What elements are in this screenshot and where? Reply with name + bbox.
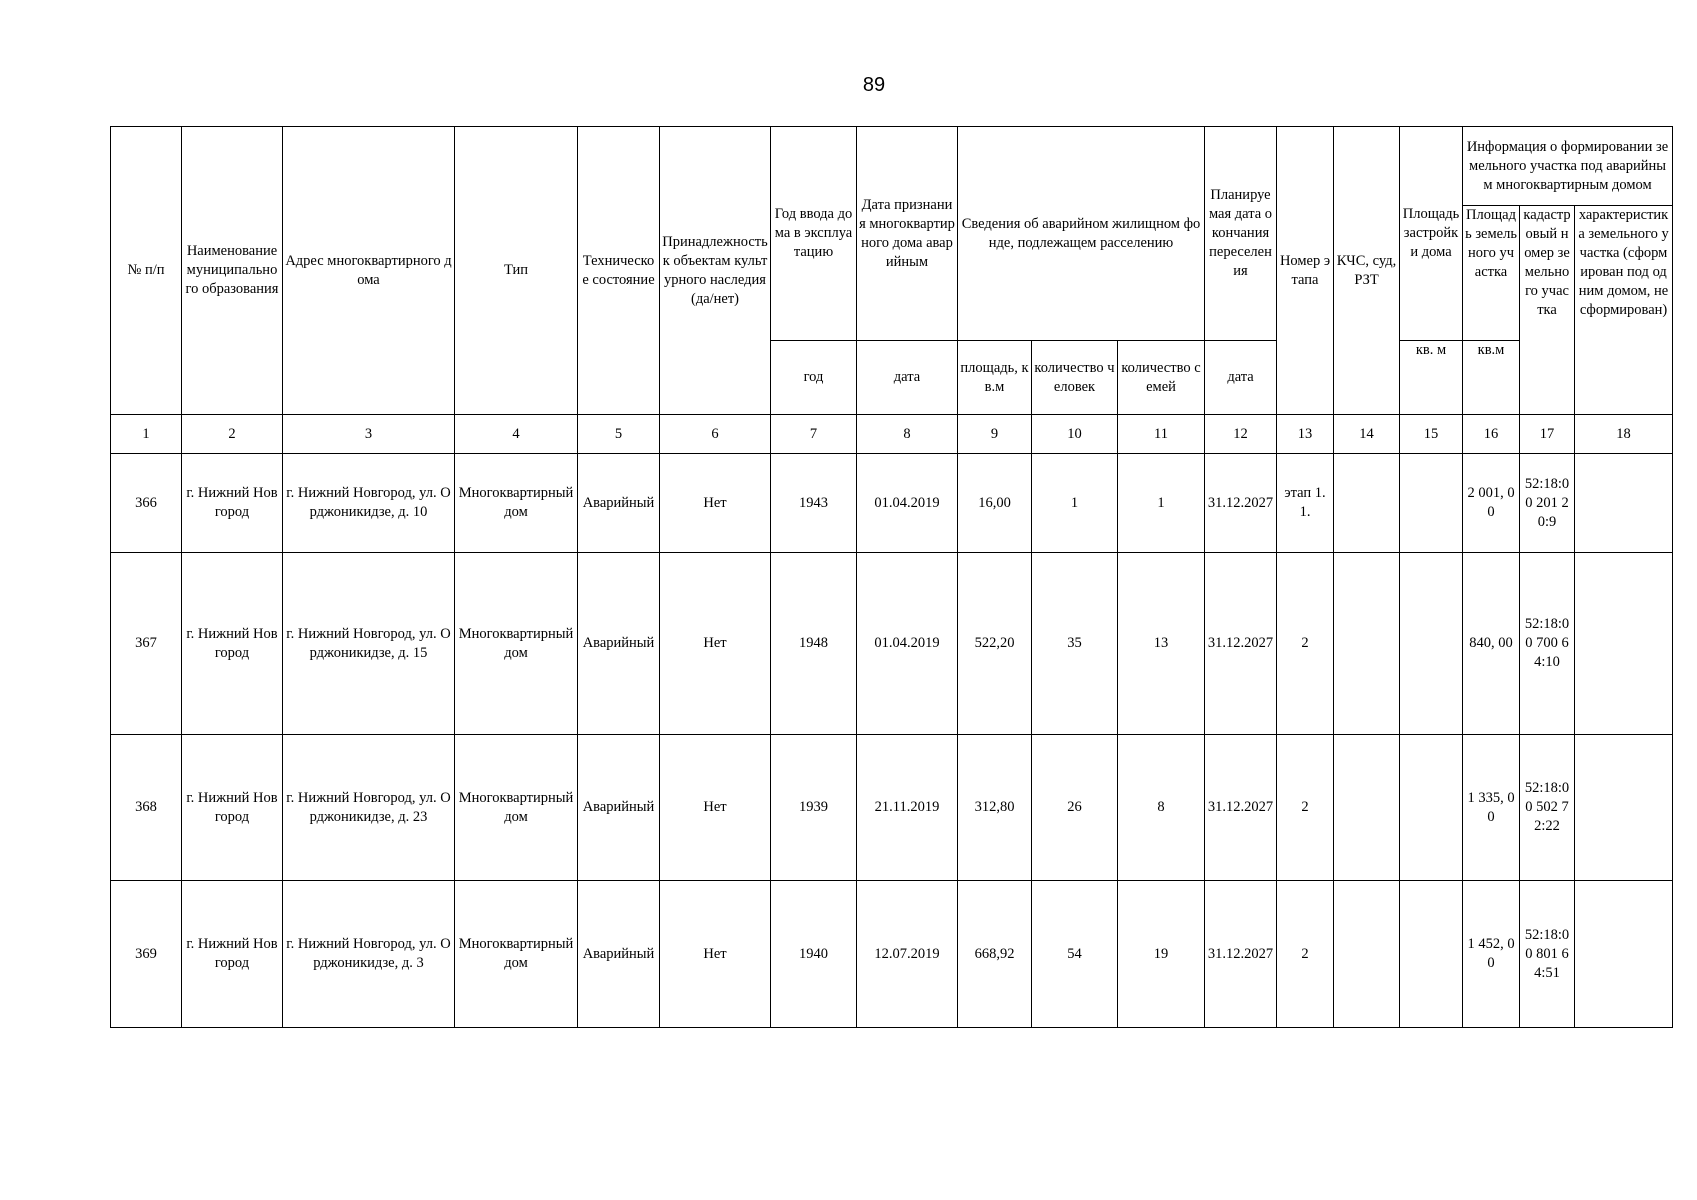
land-area-cell: 2 001, 00 <box>1463 454 1520 553</box>
people-cell: 54 <box>1032 881 1118 1028</box>
column-number: 16 <box>1463 415 1520 454</box>
families-cell: 1 <box>1118 454 1205 553</box>
page-number: 89 <box>862 74 886 96</box>
municipality-cell: г. Нижний Новгород <box>182 735 283 881</box>
land-area-cell: 1 335, 00 <box>1463 735 1520 881</box>
row-number: 369 <box>111 881 182 1028</box>
header-build-area: Площадь застройки дома <box>1400 127 1463 341</box>
header-municipality: Наименование муниципального образования <box>182 127 283 415</box>
condition-cell: Аварийный <box>578 881 660 1028</box>
heritage-cell: Нет <box>660 881 771 1028</box>
condition-cell: Аварийный <box>578 735 660 881</box>
condition-cell: Аварийный <box>578 454 660 553</box>
header-row-1 <box>111 127 1673 206</box>
build-area-cell <box>1400 881 1463 1028</box>
column-number: 3 <box>283 415 455 454</box>
heritage-cell: Нет <box>660 553 771 735</box>
people-cell: 35 <box>1032 553 1118 735</box>
column-number: 5 <box>578 415 660 454</box>
table-row <box>111 454 1673 553</box>
build-area-cell <box>1400 454 1463 553</box>
header-address: Адрес многоквартирного дома <box>283 127 455 415</box>
kchs-cell <box>1334 881 1400 1028</box>
type-cell: Многоквартирный дом <box>455 553 578 735</box>
kchs-cell <box>1334 454 1400 553</box>
header-land-characteristic: характеристика земельного участка (сформирован под одним домом, не сформирован) <box>1575 206 1673 415</box>
land-characteristic-cell <box>1575 735 1673 881</box>
header-area: площадь, кв.м <box>958 341 1032 415</box>
heritage-cell: Нет <box>660 454 771 553</box>
column-number: 1 <box>111 415 182 454</box>
cadastral-cell: 52:18:00 801 64:51 <box>1520 881 1575 1028</box>
column-number: 10 <box>1032 415 1118 454</box>
recognition-date-cell: 21.11.2019 <box>857 735 958 881</box>
column-number: 14 <box>1334 415 1400 454</box>
cadastral-cell: 52:18:00 502 72:22 <box>1520 735 1575 881</box>
area-cell: 522,20 <box>958 553 1032 735</box>
address-cell: г. Нижний Новгород, ул. Орджоникидзе, д. 23 <box>283 735 455 881</box>
column-number: 12 <box>1205 415 1277 454</box>
column-number: 11 <box>1118 415 1205 454</box>
header-stage: Номер этапа <box>1277 127 1334 415</box>
row-number: 367 <box>111 553 182 735</box>
header-planned-date: Планируемая дата окончания переселения <box>1205 127 1277 341</box>
table-row <box>111 881 1673 1028</box>
year-cell: 1948 <box>771 553 857 735</box>
row-number: 366 <box>111 454 182 553</box>
planned-date-cell: 31.12.2027 <box>1205 735 1277 881</box>
planned-date-cell: 31.12.2027 <box>1205 881 1277 1028</box>
stage-cell: этап 1.1. <box>1277 454 1334 553</box>
column-number: 4 <box>455 415 578 454</box>
header-cadastral: кадастровый номер земельного участка <box>1520 206 1575 415</box>
recognition-date-cell: 12.07.2019 <box>857 881 958 1028</box>
area-cell: 668,92 <box>958 881 1032 1028</box>
column-number: 13 <box>1277 415 1334 454</box>
table-row <box>111 735 1673 881</box>
header-kchs: КЧС, суд, РЗТ <box>1334 127 1400 415</box>
municipality-cell: г. Нижний Новгород <box>182 454 283 553</box>
land-characteristic-cell <box>1575 553 1673 735</box>
build-area-cell <box>1400 735 1463 881</box>
year-cell: 1940 <box>771 881 857 1028</box>
table-row <box>111 553 1673 735</box>
municipality-cell: г. Нижний Новгород <box>182 881 283 1028</box>
land-characteristic-cell <box>1575 881 1673 1028</box>
planned-date-cell: 31.12.2027 <box>1205 553 1277 735</box>
header-num: № п/п <box>111 127 182 415</box>
header-emergency-group: Сведения об аварийном жилищном фонде, подлежащем расселению <box>958 127 1205 341</box>
stage-cell: 2 <box>1277 553 1334 735</box>
emergency-housing-table <box>110 126 1673 1028</box>
header-land-area: Площадь земельного участка <box>1463 206 1520 341</box>
column-number: 2 <box>182 415 283 454</box>
families-cell: 8 <box>1118 735 1205 881</box>
column-numbers-row <box>111 415 1673 454</box>
header-year-sub: год <box>771 341 857 415</box>
header-land-area-sub: кв.м <box>1463 341 1520 415</box>
header-recognition-date: Дата признания многоквартирного дома аварийным <box>857 127 958 341</box>
type-cell: Многоквартирный дом <box>455 454 578 553</box>
families-cell: 19 <box>1118 881 1205 1028</box>
column-number: 7 <box>771 415 857 454</box>
header-date-sub: дата <box>857 341 958 415</box>
column-number: 8 <box>857 415 958 454</box>
heritage-cell: Нет <box>660 735 771 881</box>
column-number: 9 <box>958 415 1032 454</box>
header-land-group: Информация о формировании земельного участка под аварийным многоквартирным домом <box>1463 127 1673 206</box>
recognition-date-cell: 01.04.2019 <box>857 454 958 553</box>
column-number: 6 <box>660 415 771 454</box>
land-area-cell: 1 452, 00 <box>1463 881 1520 1028</box>
type-cell: Многоквартирный дом <box>455 735 578 881</box>
year-cell: 1943 <box>771 454 857 553</box>
build-area-cell <box>1400 553 1463 735</box>
column-number: 17 <box>1520 415 1575 454</box>
planned-date-cell: 31.12.2027 <box>1205 454 1277 553</box>
stage-cell: 2 <box>1277 735 1334 881</box>
kchs-cell <box>1334 553 1400 735</box>
cadastral-cell: 52:18:00 201 20:9 <box>1520 454 1575 553</box>
stage-cell: 2 <box>1277 881 1334 1028</box>
land-characteristic-cell <box>1575 454 1673 553</box>
header-build-area-sub: кв. м <box>1400 341 1463 415</box>
municipality-cell: г. Нижний Новгород <box>182 553 283 735</box>
people-cell: 1 <box>1032 454 1118 553</box>
header-people: количество человек <box>1032 341 1118 415</box>
area-cell: 16,00 <box>958 454 1032 553</box>
recognition-date-cell: 01.04.2019 <box>857 553 958 735</box>
header-type: Тип <box>455 127 578 415</box>
cadastral-cell: 52:18:00 700 64:10 <box>1520 553 1575 735</box>
header-heritage: Принадлежность к объектам культурного наследия (да/нет) <box>660 127 771 415</box>
kchs-cell <box>1334 735 1400 881</box>
header-year: Год ввода дома в эксплуатацию <box>771 127 857 341</box>
condition-cell: Аварийный <box>578 553 660 735</box>
address-cell: г. Нижний Новгород, ул. Орджоникидзе, д. 10 <box>283 454 455 553</box>
row-number: 368 <box>111 735 182 881</box>
address-cell: г. Нижний Новгород, ул. Орджоникидзе, д. 15 <box>283 553 455 735</box>
address-cell: г. Нижний Новгород, ул. Орджоникидзе, д. 3 <box>283 881 455 1028</box>
area-cell: 312,80 <box>958 735 1032 881</box>
column-number: 18 <box>1575 415 1673 454</box>
header-planned-date-sub: дата <box>1205 341 1277 415</box>
header-condition: Техническое состояние <box>578 127 660 415</box>
type-cell: Многоквартирный дом <box>455 881 578 1028</box>
land-area-cell: 840, 00 <box>1463 553 1520 735</box>
families-cell: 13 <box>1118 553 1205 735</box>
year-cell: 1939 <box>771 735 857 881</box>
people-cell: 26 <box>1032 735 1118 881</box>
header-families: количество семей <box>1118 341 1205 415</box>
column-number: 15 <box>1400 415 1463 454</box>
